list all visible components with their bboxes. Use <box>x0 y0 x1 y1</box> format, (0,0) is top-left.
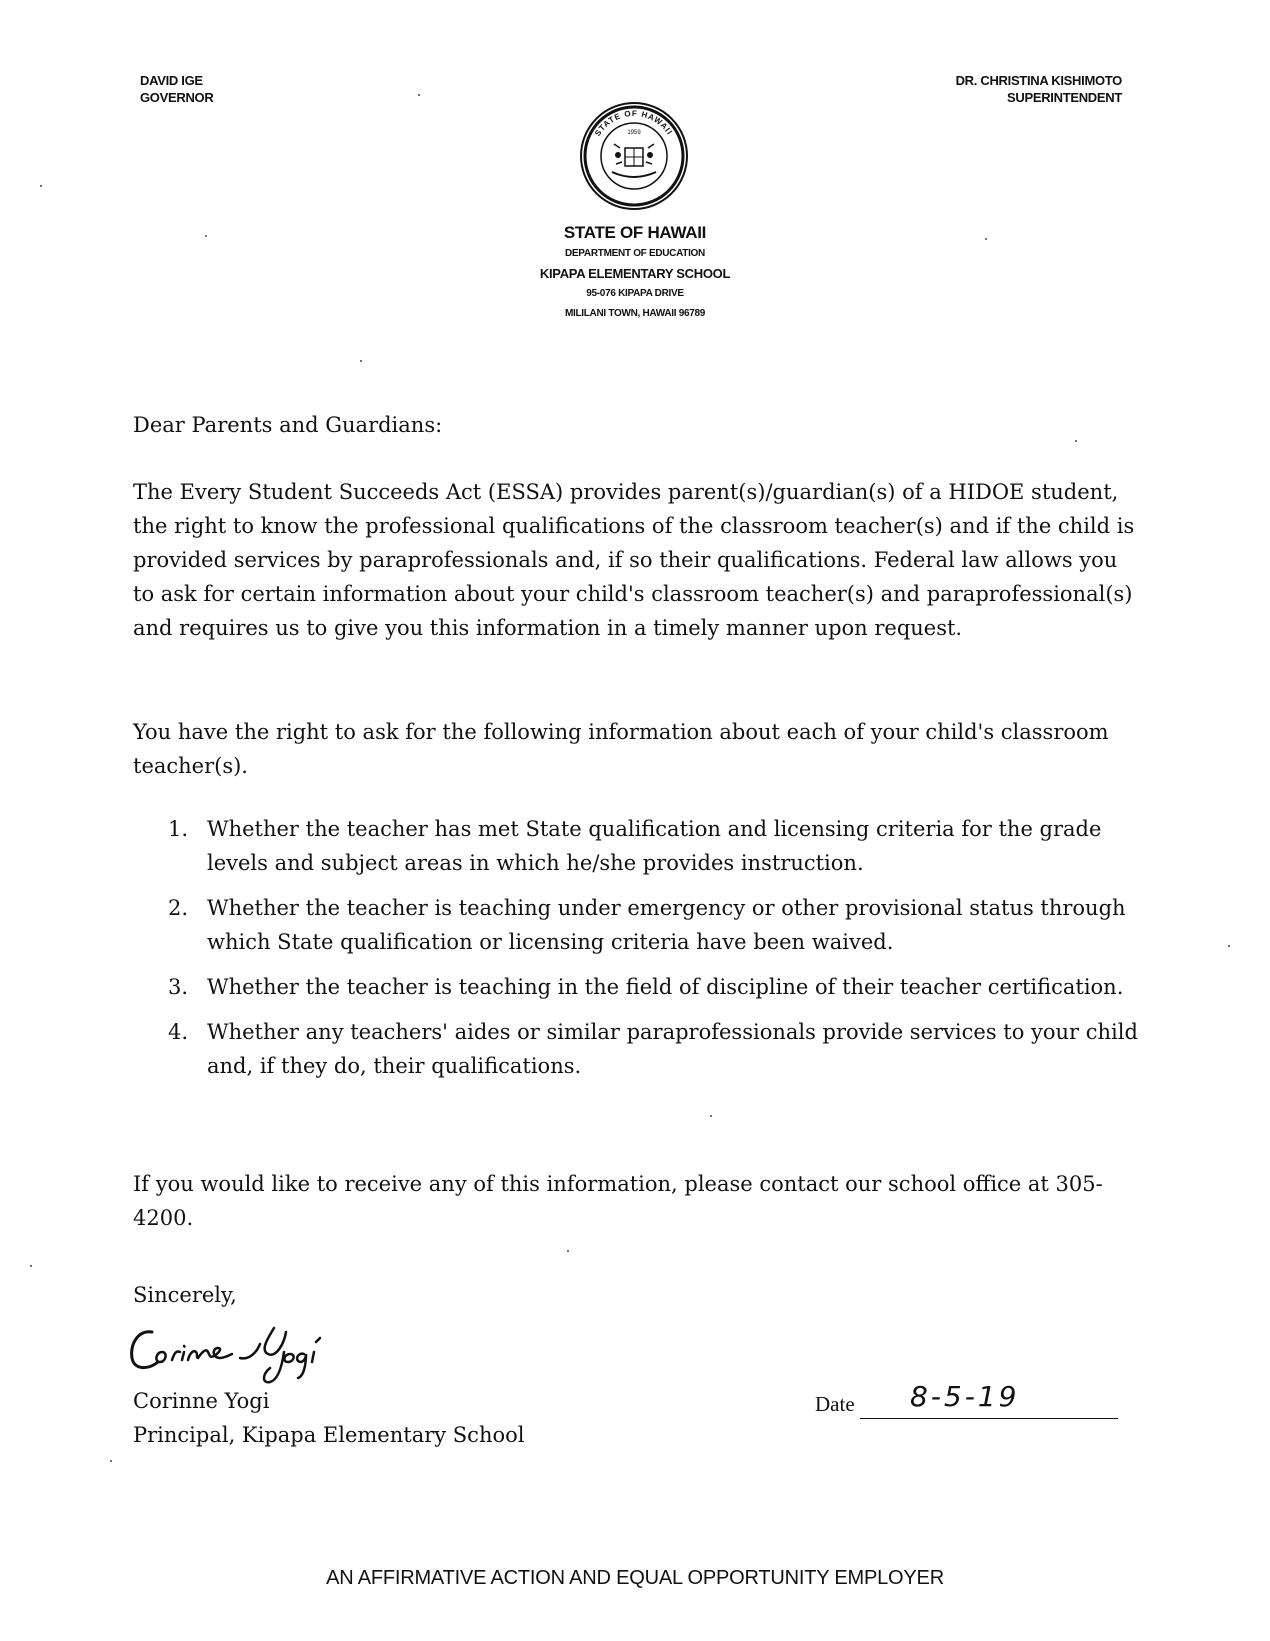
signer-title: Principal, Kipapa Elementary School <box>133 1423 525 1447</box>
scan-speck <box>1228 945 1230 947</box>
superintendent-title: SUPERINTENDENT <box>1007 90 1122 105</box>
scan-speck <box>710 1115 712 1117</box>
list-item-text: Whether the teacher is teaching under emergency or other provisional status through which State qualification or licensing criteria have been waived. <box>207 896 1126 954</box>
list-item-number: 1. <box>168 817 189 841</box>
date-label: Date <box>815 1392 855 1416</box>
qualification-list <box>168 812 1143 1094</box>
list-item-text: Whether the teacher is teaching in the field of discipline of their teacher certification. <box>207 975 1124 999</box>
list-item-number: 3. <box>168 975 189 999</box>
handwritten-signature <box>128 1314 338 1386</box>
letterhead-state: STATE OF HAWAII <box>563 223 707 242</box>
list-item <box>168 1015 1143 1083</box>
scan-speck <box>110 1460 112 1462</box>
list-item <box>168 812 1143 880</box>
date-underline <box>860 1418 1118 1419</box>
superintendent-name: DR. CHRISTINA KISHIMOTO <box>955 73 1122 88</box>
letterhead-school: KIPAPA ELEMENTARY SCHOOL <box>539 266 731 281</box>
state-of-hawaii-seal-icon <box>578 100 690 212</box>
letterhead <box>435 222 835 324</box>
date-value: 8-5-19 <box>910 1380 1020 1413</box>
paragraph-contact: If you would like to receive any of this information, please contact our school office at 305-4200. <box>133 1172 1103 1230</box>
governor-block <box>140 72 213 106</box>
salutation: Dear Parents and Guardians: <box>133 413 443 437</box>
superintendent-block <box>956 72 1122 106</box>
scan-speck <box>360 360 362 362</box>
date-field <box>815 1382 1125 1422</box>
governor-name: DAVID IGE <box>140 73 203 88</box>
seal-text: STATE OF HAWAII <box>592 108 675 138</box>
signer-name: Corinne Yogi <box>133 1389 270 1413</box>
governor-title: GOVERNOR <box>140 90 214 105</box>
list-item-number: 2. <box>168 896 189 920</box>
letterhead-address-line1: 95-076 KIPAPA DRIVE <box>586 288 684 299</box>
scan-speck <box>567 1250 569 1252</box>
letterhead-address-line2: MILILANI TOWN, HAWAII 96789 <box>564 308 706 319</box>
footer-employer-statement: AN AFFIRMATIVE ACTION AND EQUAL OPPORTUNITY EMPLOYER <box>326 1567 944 1589</box>
closing: Sincerely, <box>133 1283 237 1307</box>
paragraph-essa: The Every Student Succeeds Act (ESSA) provides parent(s)/guardian(s) of a HIDOE student, the right to know the professional qualifications of the classroom teacher(s) and if the child is provided services by paraprofessionals and, if so their qualifications. Federal law allows you to ask for certain information about your child's classroom teacher(s) and paraprofessional(s) and requires us to give you this information in a timely manner upon request. <box>133 480 1135 640</box>
scan-speck <box>40 185 42 187</box>
scan-speck <box>418 94 420 96</box>
paragraph-right-to-ask: You have the right to ask for the following information about each of your child's classroom teacher(s). <box>133 720 1109 778</box>
list-item-number: 4. <box>168 1020 189 1044</box>
scan-speck <box>985 238 987 240</box>
scan-speck <box>205 235 207 237</box>
list-item <box>168 970 1143 1004</box>
list-item-text: Whether any teachers' aides or similar paraprofessionals provide services to your child and, if they do, their qualifications. <box>207 1020 1138 1078</box>
letterhead-department: DEPARTMENT OF EDUCATION <box>565 248 705 259</box>
scan-speck <box>30 1265 32 1267</box>
seal-year: 1959 <box>627 130 641 136</box>
list-item <box>168 891 1143 959</box>
list-item-text: Whether the teacher has met State qualification and licensing criteria for the grade levels and subject areas in which he/she provides instruction. <box>207 817 1102 875</box>
scan-speck <box>1075 440 1077 442</box>
